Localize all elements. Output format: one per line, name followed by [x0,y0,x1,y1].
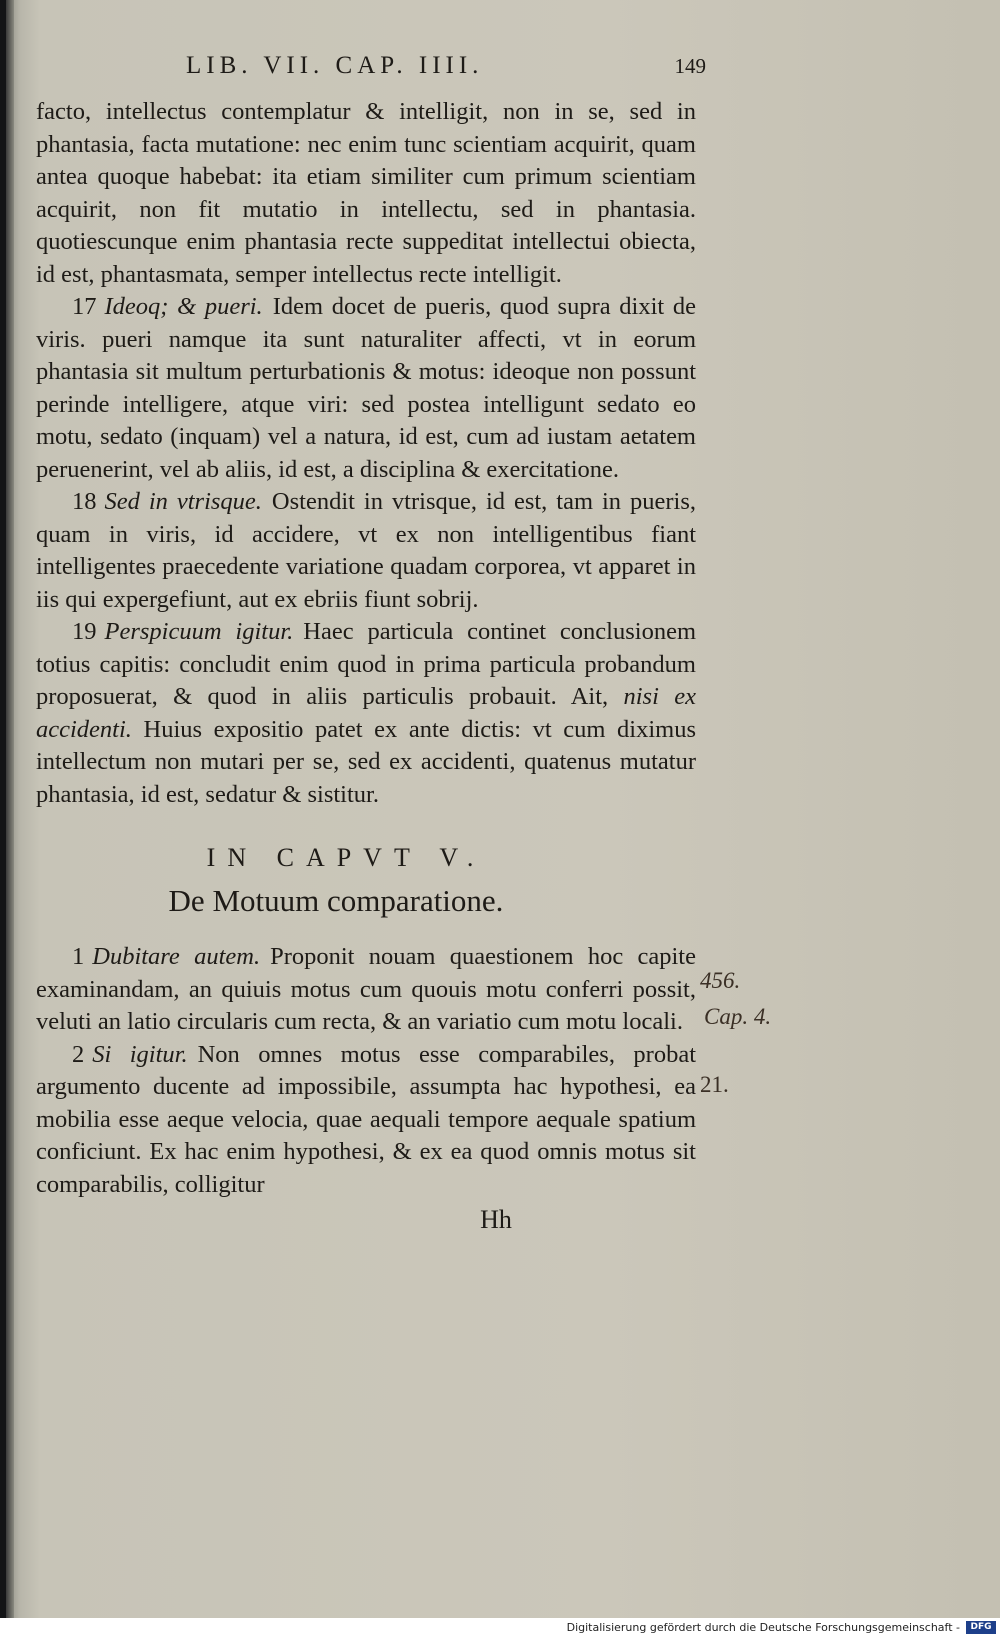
page-text-block [36,52,706,1235]
running-head [36,52,706,96]
paragraph-italic-quote: nisi ex accidenti. [36,683,696,743]
chapter-paragraph-1 [36,941,696,1039]
paragraph-number: 17 [72,293,97,320]
paragraph-number: 2 [72,1040,85,1068]
paragraph-text: Ostendit in vtrisque, id est, tam in pueris, quam in viris, id accidere, vt ex non intelligentibus fiant intelligentes praecedente variatione quadam corporea, vt apparet in iis qui expergefiunt, aut ex ebriis fiunt sobrij. [36,488,696,613]
chapter-title: De Motuum comparatione. [168,883,504,918]
paragraph-continuation [36,96,696,291]
chapter-paragraph-2 [36,1039,696,1202]
running-head-title: LIB. VII. CAP. IIII. [186,52,484,79]
margin-note-cap-ref: Cap. 4. [704,1004,772,1029]
paragraph-17 [36,291,696,486]
paragraph-lemma: Ideoq; & pueri. [104,293,263,320]
paragraph-text: Non omnes motus esse comparabiles, probat argumento ducente ad impossibile, assumpta hac hypothesi, ea mobilia esse aeque velocia, quae aequali tempore aequale spatium conficiunt. Ex hac enim hypothesi, & ex ea quod omnis motus sit comparabilis, colligitur [36,1040,696,1198]
page-gutter [6,0,14,1618]
paragraph-lemma: Si igitur. [92,1040,188,1068]
paragraph-18 [36,486,696,616]
paragraph-19 [36,616,696,811]
paragraph-lemma: Sed in vtrisque. [104,488,262,515]
paragraph-text: Huius expositio patet ex ante dictis: vt cum diximus intellectum non mutari per se, sed ex accidenti, quatenus mutatur phantasia, id est, sedatur & sistitur. [36,715,696,808]
paragraph-text: facto, intellectus contemplatur & intelligit, non in se, sed in phantasia, facta mutatione: nec enim tunc scientiam acquirit, quam antea quoque habebat: ita etiam similiter cum primum scientiam acquirit, non fit mutatio in intellectu, sed in phantasia. quotiescunque enim phantasia recte suppeditat intellectui obiecta, id est, phantasmata, semper intellectus recte intelligit. [36,98,696,288]
signature-mark: Hh [480,1205,512,1234]
dfg-logo: DFG [966,1621,996,1634]
footer-credit: Digitalisierung gefördert durch die Deutsche Forschungsgemeinschaft - [566,1621,960,1634]
paragraph-number: 18 [72,488,97,515]
paragraph-text: Proponit nouam quaestionem hoc capite examinandam, an quiuis motus cum quouis motu conferri possit, veluti an latio circularis cum recta, & an variatio cum motu locali. [36,943,696,1035]
paragraph-text: Haec particula continet conclusionem totius capitis: concludit enim quod in prima particula probandum proposuerat, & quod in aliis particulis probauit. Ait, [36,618,696,710]
margin-note-line-ref: 21. [700,1072,729,1097]
digitization-footer [0,1618,1000,1638]
paragraph-lemma: Perspicuum igitur. [104,618,294,645]
paragraph-number: 19 [72,618,97,645]
margin-note-page-ref: 456. [700,968,741,993]
page-number: 149 [674,54,706,78]
chapter-heading: IN CAPVT V. [206,843,486,872]
paragraph-text: Idem docet de pueris, quod supra dixit de viris. pueri namque ita sunt naturaliter affecti, vt in eorum phantasia sit multum perturbationis & motus: ideoque non possunt perinde intelligere, atque viri: sed postea intelligunt sedato eo motu, sedato (inquam) vel a natura, id est, cum ad iustam aetatem peruenerint, vel ab aliis, id est, a disciplina & exercitatione. [36,293,696,483]
paragraph-number: 1 [72,943,85,970]
paragraph-lemma: Dubitare autem. [92,943,261,970]
